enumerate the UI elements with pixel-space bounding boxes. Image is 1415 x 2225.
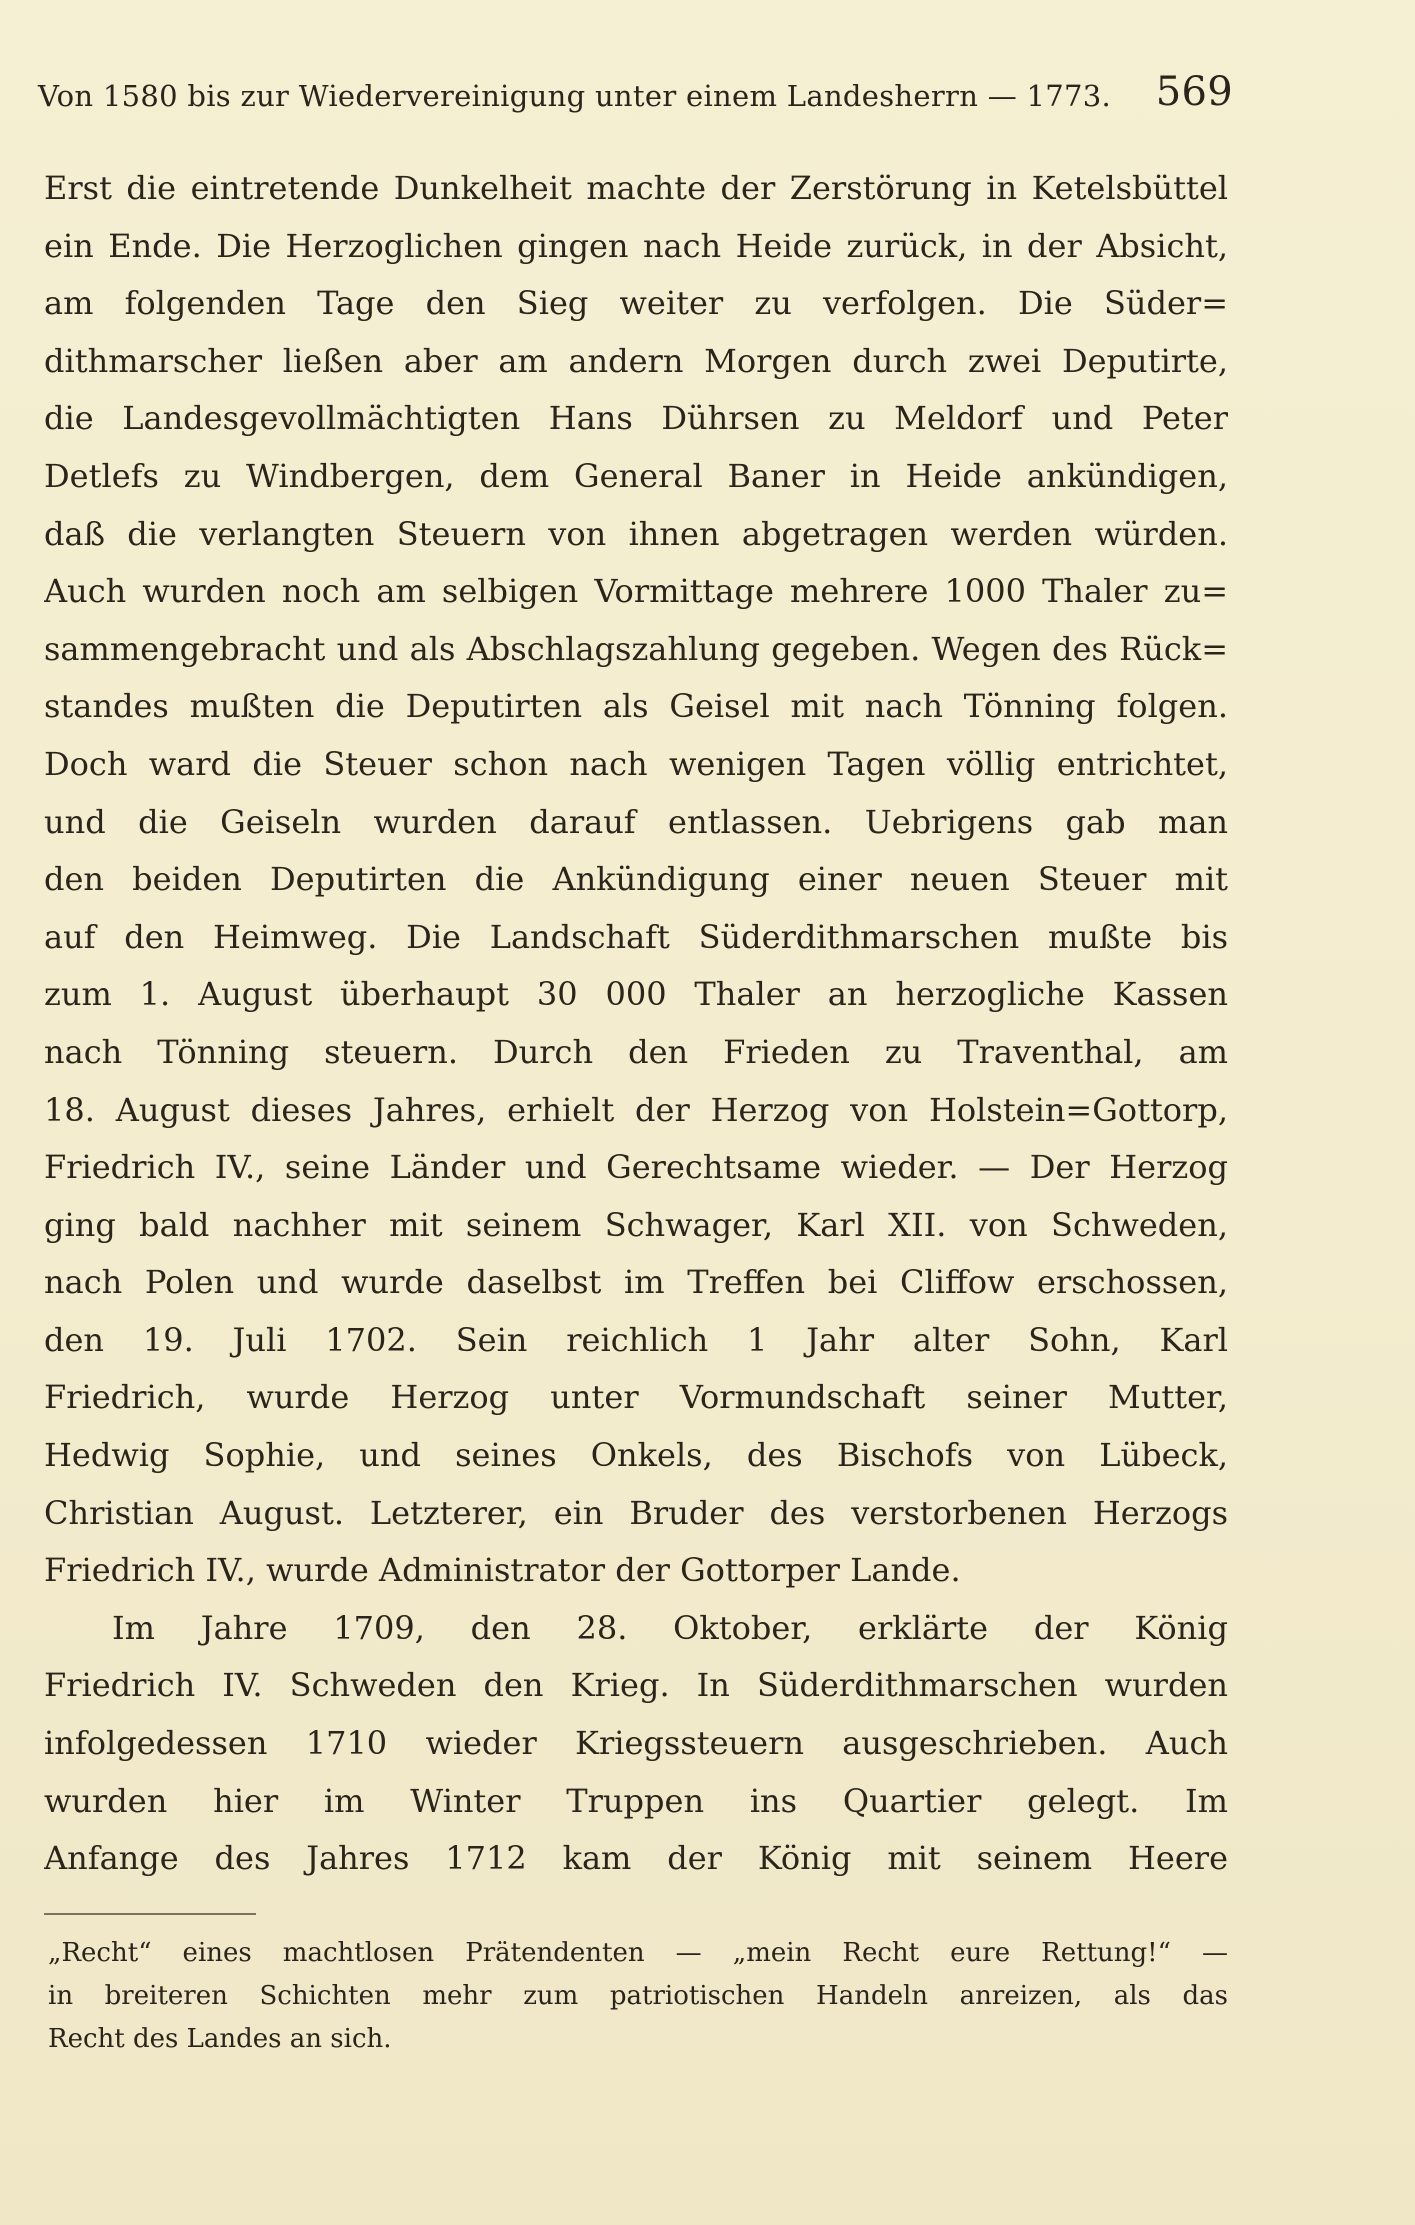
- footnote-line: in breiteren Schichten mehr zum patriotischen Handeln anreizen, als das: [48, 1981, 1228, 2011]
- text-line: Detlefs zu Windbergen, dem General Baner in Heide ankündigen,: [44, 456, 1228, 495]
- text-line: nach Tönning steuern. Durch den Frieden zu Traventhal, am: [44, 1032, 1228, 1071]
- text-line: zum 1. August überhaupt 30 000 Thaler an herzogliche Kassen: [44, 975, 1228, 1014]
- text-line: Auch wurden noch am selbigen Vormittage mehrere 1000 Thaler zu=: [44, 572, 1228, 611]
- text-line: auf den Heimweg. Die Landschaft Süderdithmarschen mußte bis: [44, 917, 1228, 956]
- text-line: 18. August dieses Jahres, erhielt der Herzog von Holstein=Gottorp,: [44, 1090, 1228, 1129]
- text-line: daß die verlangten Steuern von ihnen abgetragen werden würden.: [44, 514, 1228, 553]
- text-line: Friedrich IV. Schweden den Krieg. In Süderdithmarschen wurden: [44, 1666, 1228, 1705]
- text-line: Doch ward die Steuer schon nach wenigen Tagen völlig entrichtet,: [44, 744, 1228, 783]
- text-line: Christian August. Letzterer, ein Bruder des verstorbenen Herzogs: [44, 1493, 1228, 1532]
- text-line: wurden hier im Winter Truppen ins Quartier gelegt. Im: [44, 1781, 1228, 1820]
- text-line: am folgenden Tage den Sieg weiter zu verfolgen. Die Süder=: [44, 284, 1228, 323]
- main-text-block: [44, 160, 1228, 1888]
- footnote-divider: [44, 1913, 256, 1915]
- text-line: Hedwig Sophie, und seines Onkels, des Bischofs von Lübeck,: [44, 1436, 1228, 1475]
- text-line: nach Polen und wurde daselbst im Treffen bei Cliffow erschossen,: [44, 1263, 1228, 1302]
- footnote-block: [48, 1932, 1228, 2061]
- text-line: den beiden Deputirten die Ankündigung einer neuen Steuer mit: [44, 860, 1228, 899]
- text-line: und die Geiseln wurden darauf entlassen. Uebrigens gab man: [44, 802, 1228, 841]
- text-line: ging bald nachher mit seinem Schwager, Karl XII. von Schweden,: [44, 1205, 1228, 1244]
- paragraph-end-line: Friedrich IV., wurde Administrator der Gottorper Lande.: [44, 1551, 961, 1590]
- text-line: ein Ende. Die Herzoglichen gingen nach Heide zurück, in der Absicht,: [44, 226, 1228, 265]
- page-header: [38, 70, 1233, 122]
- text-line: Im Jahre 1709, den 28. Oktober, erklärte der König: [112, 1608, 1228, 1647]
- text-line: Friedrich IV., seine Länder und Gerechtsame wieder. — Der Herzog: [44, 1148, 1228, 1187]
- text-line: Friedrich, wurde Herzog unter Vormundschaft seiner Mutter,: [44, 1378, 1228, 1417]
- footnote-line: „Recht“ eines machtlosen Prätendenten — „mein Recht eure Rettung!“ —: [48, 1938, 1228, 1968]
- text-line: dithmarscher ließen aber am andern Morgen durch zwei Deputirte,: [44, 341, 1228, 380]
- text-line: standes mußten die Deputirten als Geisel mit nach Tönning folgen.: [44, 687, 1228, 726]
- running-title: Von 1580 bis zur Wiedervereinigung unter einem Landesherrn — 1773.: [38, 79, 1112, 113]
- text-line: den 19. Juli 1702. Sein reichlich 1 Jahr alter Sohn, Karl: [44, 1320, 1228, 1359]
- page-number: 569: [1155, 69, 1233, 115]
- text-line: Anfange des Jahres 1712 kam der König mit seinem Heere: [44, 1839, 1228, 1878]
- text-line: sammengebracht und als Abschlagszahlung gegeben. Wegen des Rück=: [44, 629, 1228, 668]
- footnote-line: Recht des Landes an sich.: [48, 2024, 392, 2054]
- text-line: Erst die eintretende Dunkelheit machte der Zerstörung in Ketelsbüttel: [44, 169, 1228, 207]
- text-line: infolgedessen 1710 wieder Kriegssteuern ausgeschrieben. Auch: [44, 1724, 1228, 1763]
- text-line: die Landesgevollmächtigten Hans Dührsen zu Meldorf und Peter: [44, 399, 1228, 438]
